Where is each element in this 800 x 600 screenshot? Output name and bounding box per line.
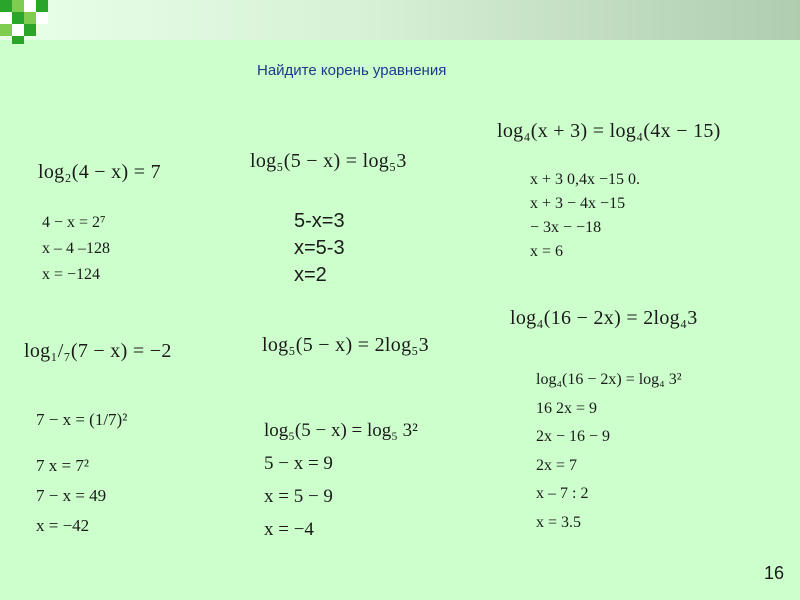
equation-4-step-2: 7 x = 7²	[36, 456, 89, 475]
equation-4-step-1: 7 − x = (1/7)²	[36, 410, 128, 429]
equation-3-step-3: − 3x − −18	[530, 219, 602, 236]
page-number: 16	[763, 563, 784, 583]
equation-6-step-6: x = 3.5	[536, 513, 582, 531]
equation-6-header: log₄(16 − 2x) = 2log₄3	[510, 307, 698, 329]
equation-2-solution	[294, 208, 345, 289]
top-gradient-bar	[0, 0, 800, 40]
equation-5-step-4: x = −4	[264, 519, 314, 540]
equation-1-step-3: x = −124	[42, 266, 101, 283]
equation-6-step-5: x – 7 : 2	[536, 485, 589, 502]
equation-4-header: log₁/₇(7 − x) = −2	[24, 340, 172, 362]
equation-1-header: log₂(4 − x) = 7	[38, 161, 161, 183]
equation-5-header: log₅(5 − x) = 2log₅3	[262, 334, 429, 356]
equation-4-step-4: x = −42	[36, 516, 90, 535]
equation-1-step-2: x – 4 –128	[42, 240, 110, 257]
equation-4-solution	[36, 405, 127, 541]
equation-2-header: log₅(5 − x) = log₅3	[250, 150, 407, 172]
equation-5-step-2: 5 − x = 9	[264, 453, 333, 474]
equation-3-header: log₄(x + 3) = log₄(4x − 15)	[497, 120, 721, 142]
equation-6-step-3: 2x − 16 − 9	[536, 428, 611, 445]
equation-3-step-2: x + 3 − 4x −15	[530, 195, 626, 212]
equation-4-step-3: 7 − x = 49	[36, 486, 107, 505]
equation-3-solution	[530, 168, 640, 264]
equation-5-solution	[264, 414, 418, 546]
equation-1-step-1: 4 − x = 2⁷	[42, 214, 106, 231]
equation-6-step-1: log₄(16 − 2x) = log₄ 3²	[536, 371, 682, 388]
equation-6-solution	[536, 366, 682, 537]
corner-squares-logo	[0, 0, 60, 44]
equation-2-step-1: 5-x=3	[294, 210, 345, 232]
equation-2-step-2: x=5-3	[294, 237, 345, 259]
equation-5-step-3: x = 5 − 9	[264, 486, 333, 507]
equation-3-step-4: x = 6	[530, 243, 564, 260]
equation-1-solution	[42, 210, 110, 288]
slide-title: Найдите корень уравнения	[257, 62, 447, 79]
equation-6-step-4: 2x = 7	[536, 456, 578, 474]
equation-5-step-1: log₅(5 − x) = log₅ 3²	[264, 420, 418, 441]
equation-2-step-3: x=2	[294, 264, 327, 286]
equation-3-step-1: x + 3 0,4x −15 0.	[530, 171, 641, 188]
equation-6-step-2: 16 2x = 9	[536, 399, 598, 417]
